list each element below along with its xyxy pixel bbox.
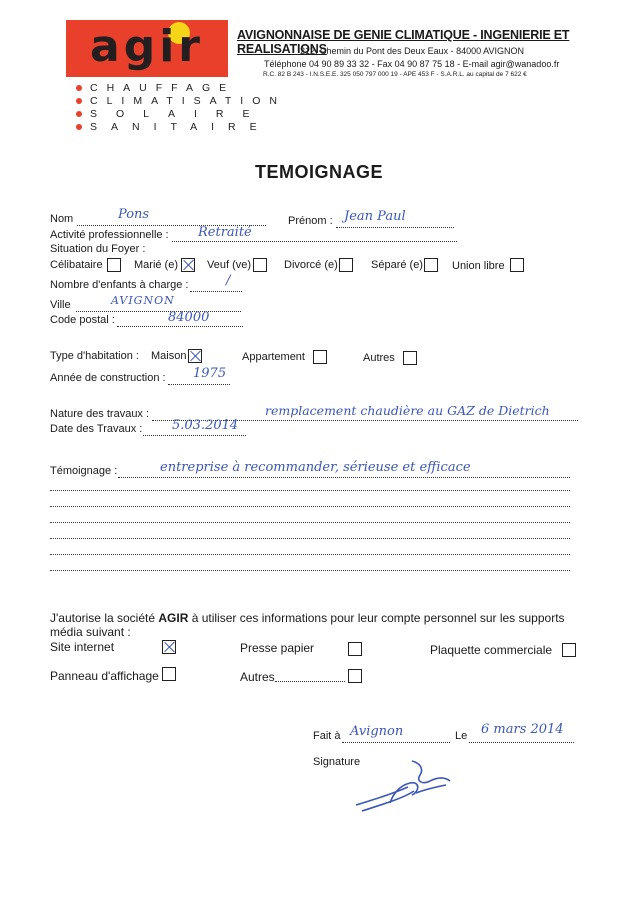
situation-veuf-label: Veuf (ve) — [207, 259, 252, 271]
situation-celibataire-checkbox[interactable] — [107, 258, 121, 272]
situation-marie-label: Marié (e) — [134, 259, 179, 271]
situation-separe-checkbox[interactable] — [424, 258, 438, 272]
situation-union-label: Union libre — [452, 260, 505, 272]
prenom-label: Prénom : — [288, 215, 333, 227]
bullet-icon — [76, 98, 82, 104]
situation-divorce-checkbox[interactable] — [339, 258, 353, 272]
cp-line — [117, 326, 243, 327]
media-panneau-checkbox[interactable] — [162, 667, 176, 681]
situation-celibataire-label: Célibataire — [50, 259, 103, 271]
activite-line — [172, 241, 457, 242]
fait-field[interactable]: Avignon — [350, 724, 404, 739]
media-autres-line — [275, 681, 345, 682]
service-climatisation: CLIMATISATION — [76, 95, 286, 107]
activite-field[interactable]: Retraité — [198, 225, 252, 240]
le-label: Le — [455, 730, 468, 742]
media-panneau-label: Panneau d'affichage — [50, 669, 159, 683]
habitation-appartement-checkbox[interactable] — [313, 350, 327, 364]
ville-label: Ville — [50, 299, 71, 311]
media-autres-label: Autres — [240, 670, 275, 684]
company-name: AVIGNONNAISE DE GENIE CLIMATIQUE - INGENIERIE ET REALISATIONS — [237, 28, 570, 56]
annee-label: Année de construction : — [50, 372, 166, 384]
temoignage-line-2 — [50, 490, 570, 491]
media-site-internet-label: Site internet — [50, 640, 115, 654]
temoignage-line-3 — [50, 506, 570, 507]
nom-field[interactable]: Pons — [118, 207, 150, 222]
temoignage-line-4 — [50, 522, 570, 523]
situation-marie-checkbox[interactable] — [181, 258, 195, 272]
bullet-icon — [76, 124, 82, 130]
annee-line — [168, 384, 230, 385]
company-contact: Téléphone 04 90 89 33 32 - Fax 04 90 87 75 18 - E-mail agir@wanadoo.fr — [264, 59, 560, 69]
cp-label: Code postal : — [50, 314, 115, 326]
situation-veuf-checkbox[interactable] — [253, 258, 267, 272]
habitation-maison-checkbox[interactable] — [188, 349, 202, 363]
media-presse-label: Presse papier — [240, 641, 315, 655]
media-plaquette-checkbox[interactable] — [562, 643, 576, 657]
prenom-line — [336, 227, 454, 228]
annee-field[interactable]: 1975 — [193, 366, 227, 381]
media-site-internet-checkbox[interactable] — [162, 640, 176, 654]
media-autres-checkbox[interactable] — [348, 669, 362, 683]
page-title: TEMOIGNAGE — [254, 162, 383, 182]
habitation-autres-label: Autres — [363, 352, 395, 364]
temoignage-label: Témoignage : — [50, 465, 118, 477]
activite-label: Activité professionnelle : — [50, 229, 169, 241]
signature-image — [350, 755, 455, 815]
ville-field[interactable]: AVIGNON — [111, 294, 175, 307]
media-plaquette-label: Plaquette commerciale — [430, 643, 553, 657]
situation-union-checkbox[interactable] — [510, 258, 524, 272]
situation-label: Situation du Foyer : — [50, 243, 146, 255]
enfants-line — [190, 291, 242, 292]
le-line — [469, 742, 574, 743]
ville-line — [76, 311, 241, 312]
habitation-label: Type d'habitation : — [50, 350, 139, 362]
date-travaux-label: Date des Travaux : — [50, 423, 143, 435]
enfants-label: Nombre d'enfants à charge : — [50, 279, 189, 291]
habitation-autres-checkbox[interactable] — [403, 351, 417, 365]
temoignage-line — [118, 477, 570, 478]
temoignage-line-6 — [50, 554, 570, 555]
bullet-icon — [76, 85, 82, 91]
service-chauffage: CHAUFFAGE — [76, 82, 235, 94]
le-field[interactable]: 6 mars 2014 — [481, 722, 564, 737]
enfants-field[interactable]: / — [226, 273, 231, 288]
prenom-field[interactable]: Jean Paul — [344, 209, 406, 224]
habitation-appartement-label: Appartement — [242, 351, 305, 363]
autorisation-text: J'autorise la société AGIR à utiliser ces informations pour leur compte personnel sur les supports média suivant : — [50, 611, 565, 639]
nom-label: Nom — [50, 213, 74, 225]
nature-field[interactable]: remplacement chaudière au GAZ de Dietrich — [265, 403, 550, 418]
bullet-icon — [76, 111, 82, 117]
service-sanitaire: SANITAIRE — [76, 121, 271, 133]
signature-label: Signature — [313, 756, 361, 768]
nature-label: Nature des travaux : — [50, 408, 150, 420]
date-travaux-field[interactable]: 5.03.2014 — [172, 418, 239, 433]
temoignage-line-7 — [50, 570, 570, 571]
fait-label: Fait à — [313, 730, 341, 742]
temoignage-line-5 — [50, 538, 570, 539]
company-legal: R.C. 82 B 243 - I.N.S.E.E. 325 050 797 000 19 - APE 453 F - S.A.R.L. au capital de 7 622 € — [263, 71, 527, 78]
habitation-maison-label: Maison — [151, 350, 187, 362]
temoignage-field[interactable]: entreprise à recommander, sérieuse et efficace — [160, 460, 471, 475]
company-logo: agir — [90, 21, 204, 72]
situation-divorce-label: Divorcé (e) — [284, 259, 338, 271]
date-travaux-line — [143, 435, 246, 436]
service-solaire: SOLAIRE — [76, 108, 269, 120]
company-address: 212, Chemin du Pont des Deux Eaux - 84000 AVIGNON — [300, 46, 524, 56]
cp-field[interactable]: 84000 — [168, 310, 210, 325]
media-presse-checkbox[interactable] — [348, 642, 362, 656]
fait-line — [342, 742, 450, 743]
situation-separe-label: Séparé (e) — [371, 259, 423, 271]
